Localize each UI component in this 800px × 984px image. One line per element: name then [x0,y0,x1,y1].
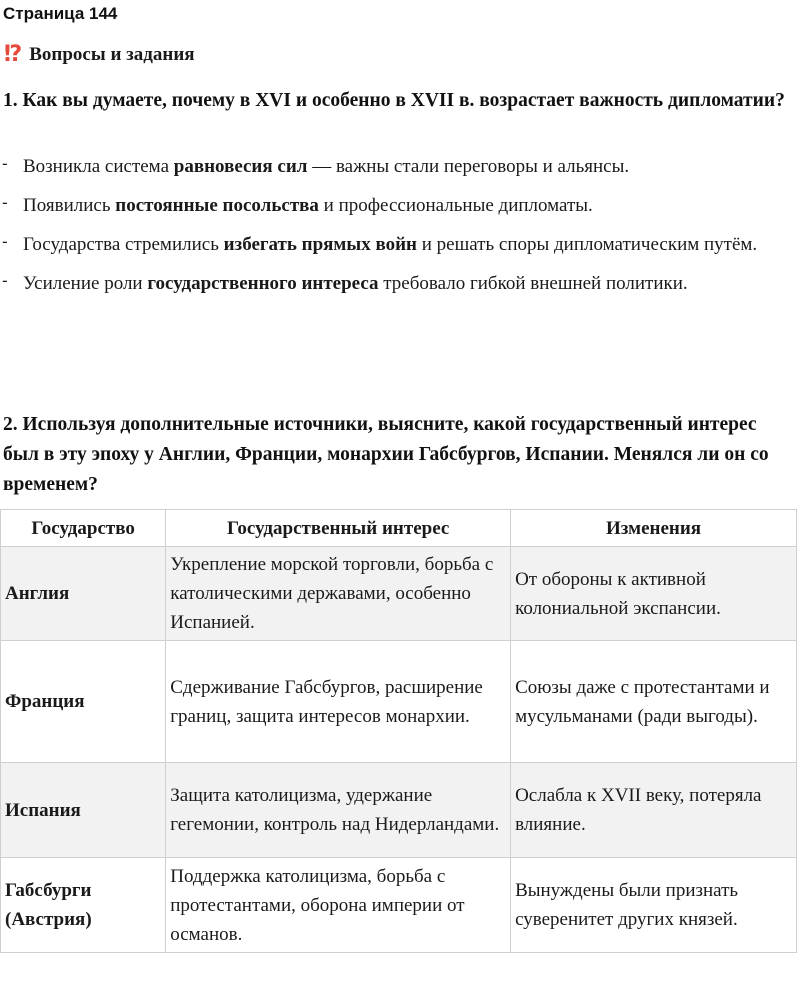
cell-country: Англия [1,547,166,641]
exclamation-question-icon: ⁉ [4,42,20,67]
list-item [0,269,790,299]
answer-text: и профессиональные дипломаты. [318,195,593,216]
answer-emphasis: равновесия сил [173,156,308,177]
table-row [1,858,797,953]
page-title: Страница 144 [3,4,118,23]
column-header-state: Государство [1,510,166,547]
answer-text: и решать споры дипломатическим путём. [417,234,758,255]
answer-text: требовало гибкой внешней политики. [378,273,688,294]
cell-country: Испания [1,763,166,858]
state-interest-table [0,509,797,953]
cell-change: Вынуждены были признать суверенитет других князей. [511,858,797,953]
answer-text: Возникла система [23,156,174,177]
answer-emphasis: избегать прямых войн [223,234,417,255]
list-item [0,152,790,182]
section-heading-text: Вопросы и задания [29,44,195,65]
column-header-changes: Изменения [511,510,797,547]
table-row [1,547,797,641]
answer-text: Появились [23,195,116,216]
bullet-dash: - [2,271,8,290]
question-1: 1. Как вы думаете, почему в XVI и особенно в XVII в. возрастает важность дипломатии? [3,90,785,111]
cell-country: Франция [1,641,166,763]
answer-list [0,152,790,308]
list-item [0,191,790,221]
answer-emphasis: постоянные посольства [115,195,319,216]
cell-change: Союзы даже с протестантами и мусульманами (ради выгоды). [511,641,797,763]
table-header-row [1,510,797,547]
cell-change: Ослабла к XVII веку, потеряла влияние. [511,763,797,858]
bullet-dash: - [2,154,8,173]
table-row [1,763,797,858]
question-2: 2. Используя дополнительные источники, выясните, какой государственный интерес был в эту эпоху у Англии, Франции, монархии Габсбургов, Испании. Менялся ли он со временем? [3,414,769,495]
answer-text: — важны стали переговоры и альянсы. [307,156,630,177]
table-row [1,641,797,763]
section-heading [4,41,195,69]
answer-text: Усиление роли [23,273,148,294]
list-item [0,230,790,260]
cell-interest: Сдерживание Габсбургов, расширение границ, защита интересов монархии. [166,641,511,763]
column-header-interest: Государственный интерес [166,510,511,547]
bullet-dash: - [2,232,8,251]
answer-emphasis: государственного интереса [147,273,379,294]
cell-interest: Защита католицизма, удержание гегемонии, контроль над Нидерландами. [166,763,511,858]
cell-country: Габсбурги (Австрия) [1,858,166,953]
answer-text: Государства стремились [23,234,224,255]
cell-change: От обороны к активной колониальной экспансии. [511,547,797,641]
bullet-dash: - [2,193,8,212]
cell-interest: Укрепление морской торговли, борьба с католическими державами, особенно Испанией. [166,547,511,641]
cell-interest: Поддержка католицизма, борьба с протестантами, оборона империи от османов. [166,858,511,953]
